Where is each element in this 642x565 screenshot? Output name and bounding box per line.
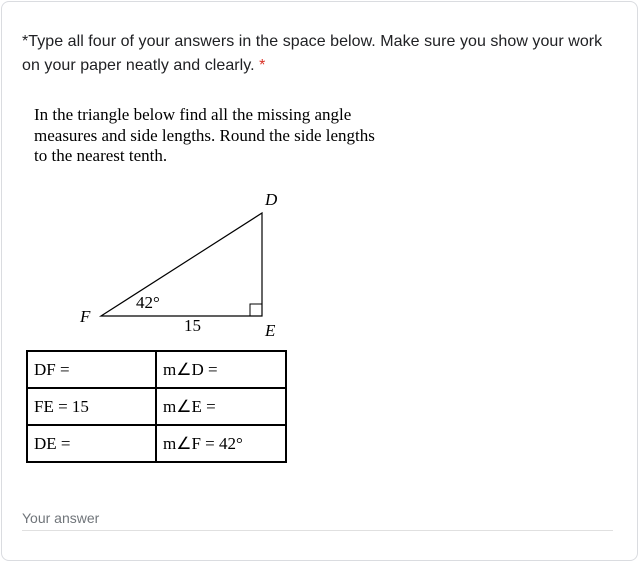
problem-text-line-1: In the triangle below find all the missing angle xyxy=(34,105,352,124)
vertex-label-d: D xyxy=(265,190,278,209)
required-marker: * xyxy=(259,57,266,74)
problem-text-line-3: to the nearest tenth. xyxy=(34,146,168,165)
triangle-shape xyxy=(101,213,262,316)
answer-input[interactable] xyxy=(22,506,613,531)
table-row xyxy=(27,351,286,388)
question-title xyxy=(22,30,622,78)
vertex-label-e: E xyxy=(265,321,276,340)
table-cell-df: DF = xyxy=(27,351,156,388)
answer-table xyxy=(26,350,287,463)
angle-label-f: 42° xyxy=(136,293,160,312)
side-label-fe: 15 xyxy=(184,316,201,335)
question-title-text: *Type all four of your answers in the space below. Make sure you show your work on your paper neatly and clearly. xyxy=(22,33,603,74)
vertex-label-f: F xyxy=(80,307,91,326)
problem-image xyxy=(26,103,406,483)
table-cell-angle-d: m∠D = xyxy=(156,351,286,388)
table-cell-angle-f: m∠F = 42° xyxy=(156,425,286,462)
table-row xyxy=(27,388,286,425)
table-cell-fe: FE = 15 xyxy=(27,388,156,425)
table-cell-de: DE = xyxy=(27,425,156,462)
problem-text-line-2: measures and side lengths. Round the side lengths xyxy=(34,125,375,145)
right-angle-marker xyxy=(250,304,262,316)
table-row xyxy=(27,425,286,462)
table-cell-angle-e: m∠E = xyxy=(156,388,286,425)
